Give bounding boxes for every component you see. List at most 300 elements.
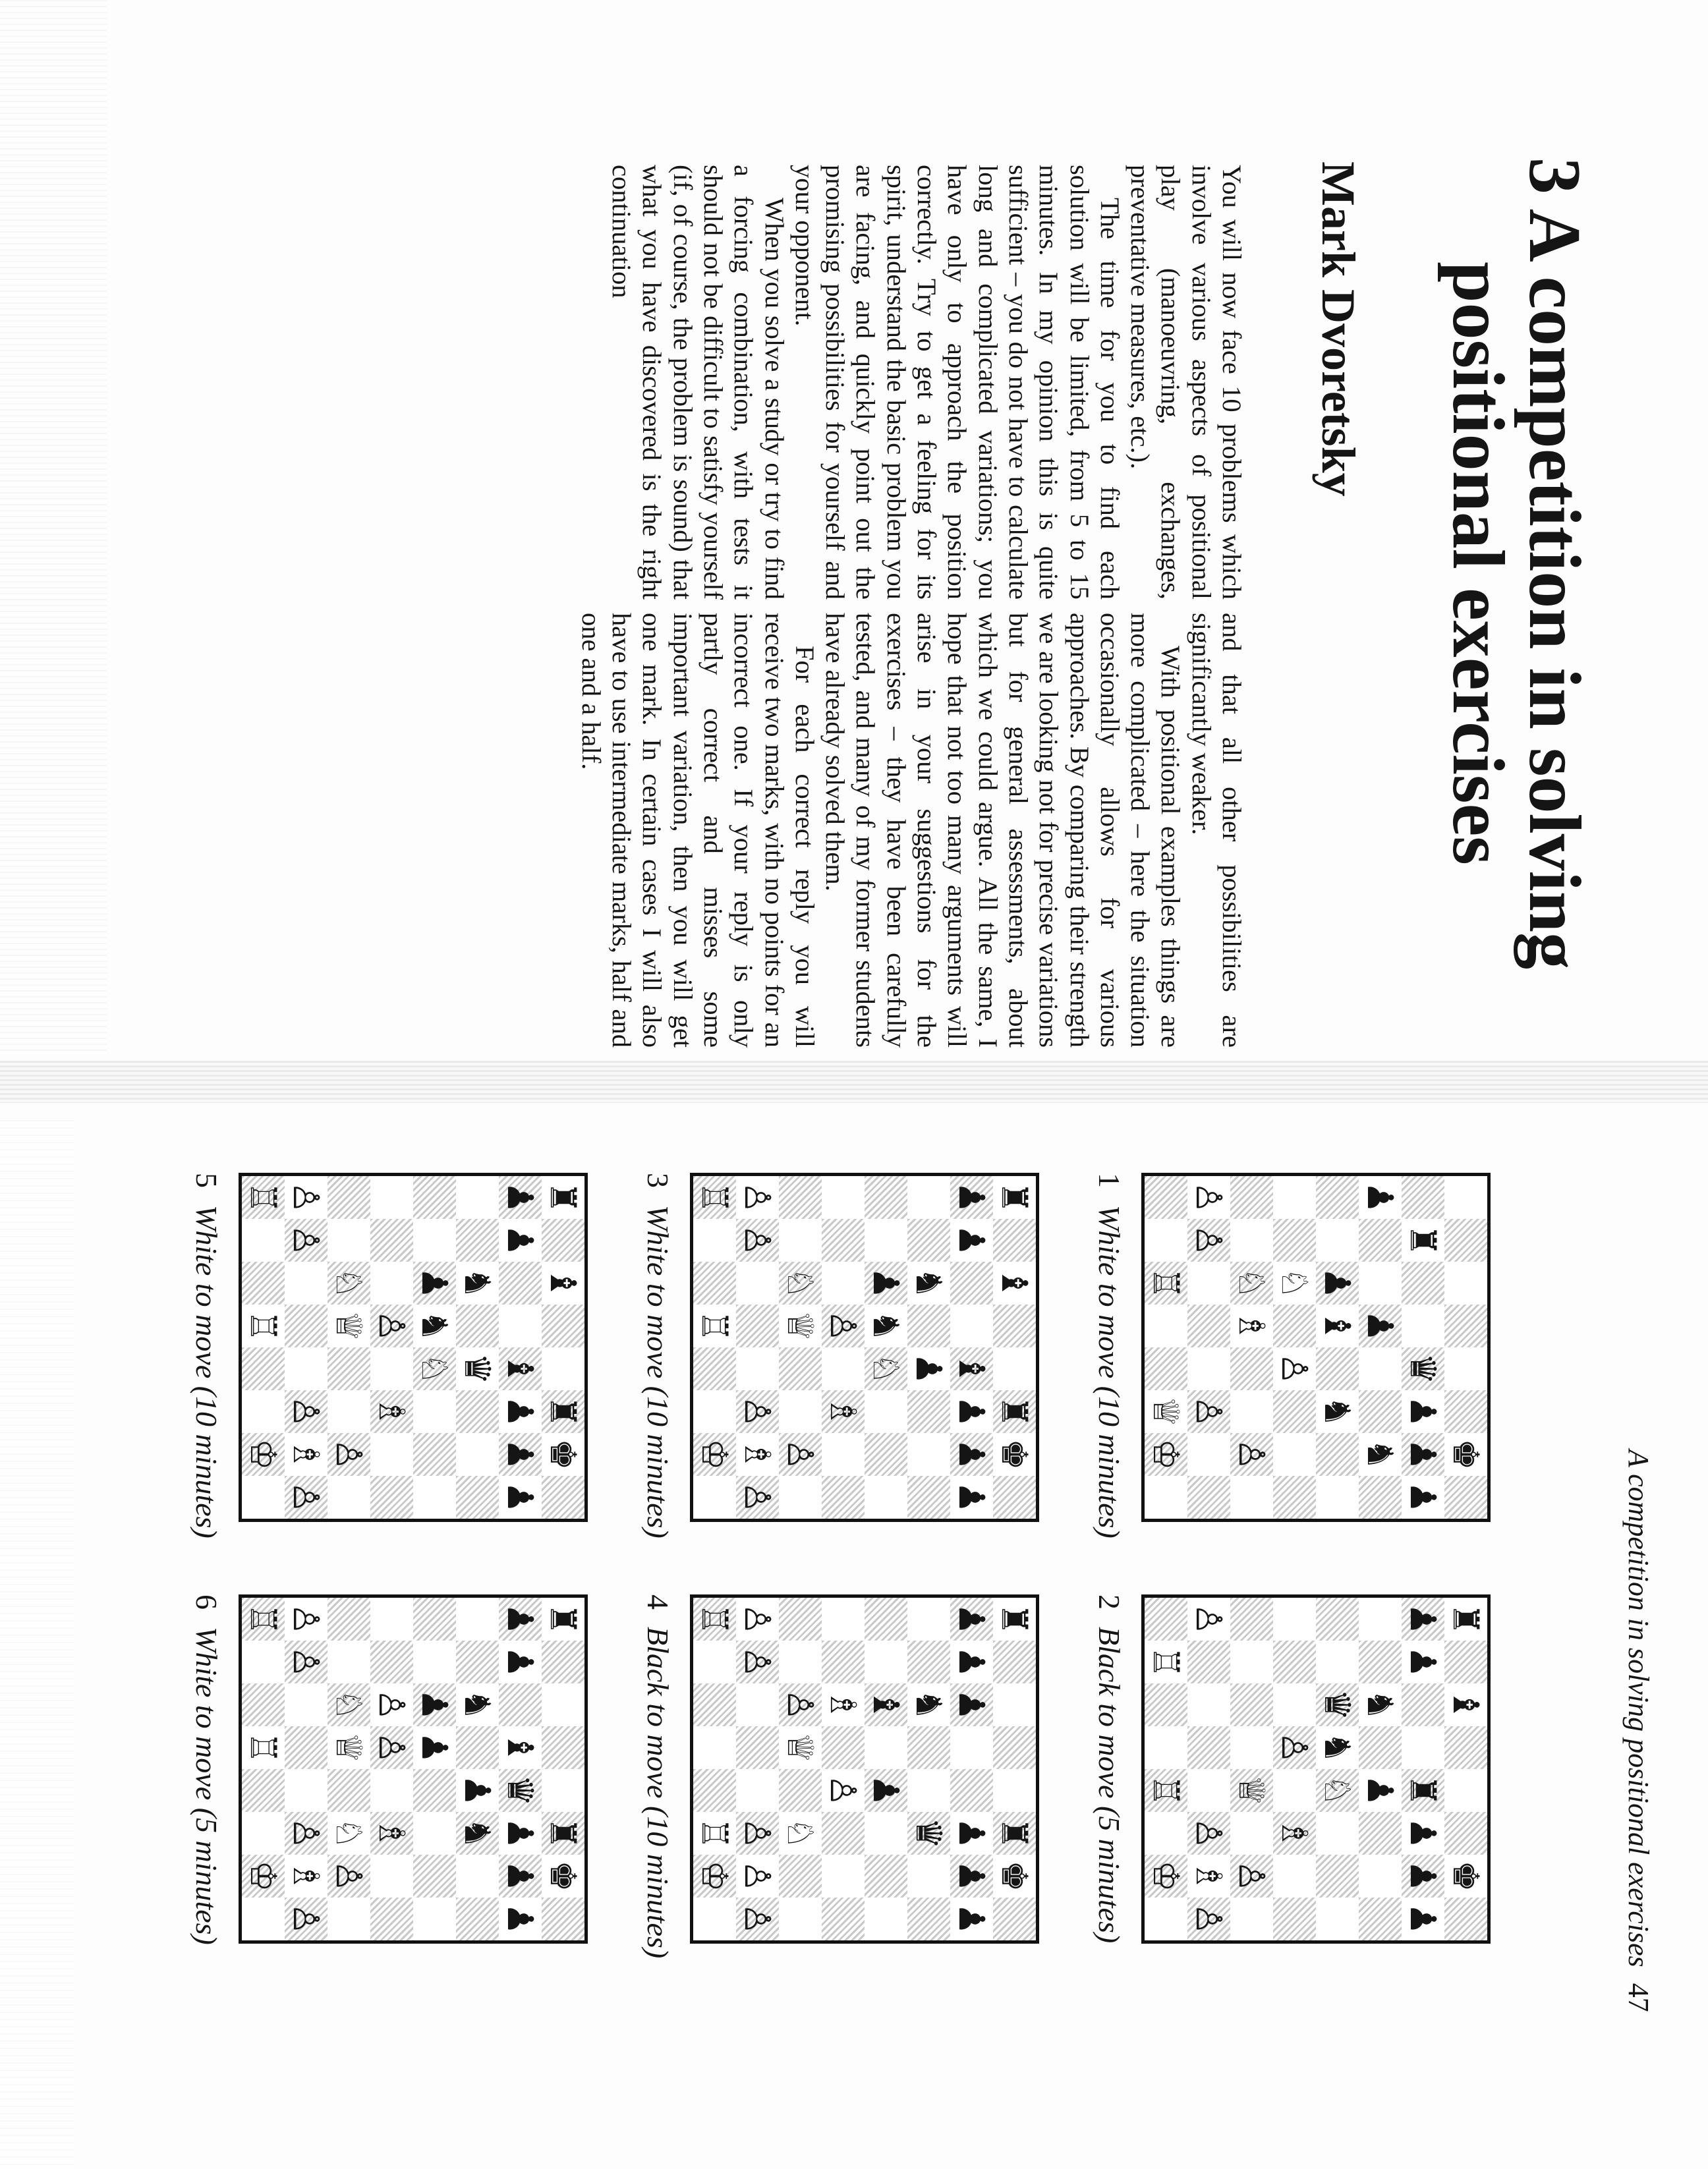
black-pawn-icon: ♟ bbox=[457, 1774, 499, 1807]
board-square bbox=[242, 1476, 285, 1519]
board-square bbox=[456, 1176, 499, 1219]
board-square bbox=[499, 1390, 542, 1433]
black-king-icon: ♚ bbox=[542, 1860, 584, 1892]
board-square bbox=[779, 1476, 822, 1519]
board-square bbox=[1145, 1598, 1187, 1641]
board-square bbox=[1444, 1812, 1487, 1855]
board-square bbox=[285, 1769, 327, 1812]
board-square bbox=[822, 1898, 865, 1940]
board-square bbox=[1402, 1726, 1444, 1769]
white-pawn-icon: ♙ bbox=[285, 1481, 327, 1513]
board-square bbox=[1230, 1347, 1273, 1390]
black-knight-icon: ♞ bbox=[908, 1267, 950, 1299]
board-square bbox=[1444, 1305, 1487, 1347]
board-square bbox=[1316, 1769, 1359, 1812]
black-bishop-icon: ♝ bbox=[865, 1689, 907, 1721]
diagram-caption bbox=[1092, 1173, 1127, 1538]
chapter-author: Mark Dvoretsky bbox=[1312, 161, 1365, 497]
board-square bbox=[950, 1176, 993, 1219]
board-square bbox=[1316, 1390, 1359, 1433]
board-square bbox=[693, 1855, 736, 1898]
white-rook-icon: ♖ bbox=[242, 1181, 285, 1214]
board-square bbox=[242, 1262, 285, 1305]
board-square bbox=[1187, 1176, 1230, 1219]
board-square bbox=[993, 1726, 1036, 1769]
white-queen-icon: ♕ bbox=[1145, 1395, 1187, 1428]
white-bishop-icon: ♗ bbox=[285, 1860, 327, 1892]
board-square bbox=[542, 1812, 584, 1855]
board-square bbox=[865, 1641, 907, 1683]
diagram-caption bbox=[640, 1594, 675, 1959]
board-square bbox=[1316, 1433, 1359, 1476]
black-queen-icon: ♛ bbox=[1402, 1353, 1444, 1385]
board-square bbox=[1359, 1176, 1402, 1219]
board-square bbox=[242, 1726, 285, 1769]
diagram-6 bbox=[189, 1594, 588, 1944]
board-square bbox=[327, 1390, 370, 1433]
board-square bbox=[907, 1390, 950, 1433]
board-square bbox=[1402, 1769, 1444, 1812]
board-square bbox=[693, 1898, 736, 1940]
black-king-icon: ♚ bbox=[1445, 1438, 1487, 1471]
black-pawn-icon: ♟ bbox=[414, 1267, 456, 1299]
scan-edge-shading bbox=[0, 1120, 74, 2169]
black-knight-icon: ♞ bbox=[457, 1817, 499, 1849]
white-rook-icon: ♖ bbox=[242, 1603, 285, 1635]
board-square bbox=[822, 1726, 865, 1769]
board-square bbox=[1316, 1641, 1359, 1683]
white-pawn-icon: ♙ bbox=[371, 1310, 413, 1342]
board-square bbox=[1187, 1855, 1230, 1898]
black-knight-icon: ♞ bbox=[414, 1310, 456, 1342]
board-square bbox=[499, 1219, 542, 1262]
white-rook-icon: ♖ bbox=[694, 1310, 736, 1342]
white-pawn-icon: ♙ bbox=[285, 1903, 327, 1935]
white-king-icon: ♔ bbox=[694, 1438, 736, 1471]
board-square bbox=[1444, 1769, 1487, 1812]
board-square bbox=[907, 1769, 950, 1812]
board-square bbox=[1316, 1683, 1359, 1726]
board-square bbox=[542, 1476, 584, 1519]
board-square bbox=[1145, 1176, 1187, 1219]
board-square bbox=[907, 1219, 950, 1262]
white-knight-icon: ♘ bbox=[1317, 1774, 1359, 1807]
white-queen-icon: ♕ bbox=[780, 1310, 822, 1342]
board-square bbox=[285, 1390, 327, 1433]
board-square bbox=[285, 1641, 327, 1683]
board-square bbox=[499, 1598, 542, 1641]
board-square bbox=[370, 1433, 413, 1476]
paragraph: When you solve a study or try to find a forcing combination, with tests it should not be difficult to satisfy yourself (if, of course, the problem is sound) that what you have discovered is the right continuation bbox=[607, 165, 789, 600]
board-square bbox=[865, 1476, 907, 1519]
book-gutter bbox=[0, 1061, 1708, 1103]
board-square bbox=[693, 1176, 736, 1219]
board-square bbox=[693, 1683, 736, 1726]
white-king-icon: ♔ bbox=[1145, 1438, 1187, 1471]
black-rook-icon: ♜ bbox=[542, 1817, 584, 1849]
board-square bbox=[693, 1769, 736, 1812]
black-pawn-icon: ♟ bbox=[951, 1903, 993, 1935]
black-knight-icon: ♞ bbox=[457, 1689, 499, 1721]
diagram-5 bbox=[189, 1173, 588, 1538]
black-pawn-icon: ♟ bbox=[951, 1224, 993, 1256]
white-king-icon: ♔ bbox=[694, 1860, 736, 1892]
board-square bbox=[1145, 1726, 1187, 1769]
board-square bbox=[1402, 1476, 1444, 1519]
diagram-1 bbox=[1092, 1173, 1491, 1538]
board-square bbox=[1359, 1219, 1402, 1262]
black-rook-icon: ♜ bbox=[1402, 1774, 1444, 1807]
board-square bbox=[865, 1390, 907, 1433]
chess-board bbox=[690, 1594, 1039, 1944]
board-square bbox=[413, 1598, 456, 1641]
board-square bbox=[1273, 1347, 1316, 1390]
board-square bbox=[950, 1598, 993, 1641]
black-pawn-icon: ♟ bbox=[951, 1646, 993, 1678]
white-pawn-icon: ♙ bbox=[371, 1732, 413, 1764]
board-square bbox=[1444, 1476, 1487, 1519]
black-bishop-icon: ♝ bbox=[1445, 1689, 1487, 1721]
black-rook-icon: ♜ bbox=[542, 1395, 584, 1428]
body-column-1 bbox=[606, 165, 1247, 600]
board-square bbox=[327, 1898, 370, 1940]
black-bishop-icon: ♝ bbox=[951, 1353, 993, 1385]
board-square bbox=[413, 1262, 456, 1305]
board-square bbox=[993, 1898, 1036, 1940]
white-bishop-icon: ♗ bbox=[1274, 1817, 1316, 1849]
board-square bbox=[1444, 1219, 1487, 1262]
black-knight-icon: ♞ bbox=[865, 1310, 907, 1342]
black-pawn-icon: ♟ bbox=[1359, 1310, 1402, 1342]
board-square bbox=[693, 1726, 736, 1769]
board-square bbox=[736, 1769, 779, 1812]
board-square bbox=[1230, 1305, 1273, 1347]
board-square bbox=[1273, 1219, 1316, 1262]
board-square bbox=[865, 1898, 907, 1940]
board-square bbox=[1359, 1641, 1402, 1683]
board-square bbox=[1402, 1305, 1444, 1347]
black-pawn-icon: ♟ bbox=[951, 1860, 993, 1892]
board-square bbox=[1273, 1262, 1316, 1305]
board-square bbox=[993, 1390, 1036, 1433]
board-square bbox=[1359, 1812, 1402, 1855]
diagram-caption-text: White to move (10 minutes) bbox=[641, 1205, 675, 1538]
paragraph: You will now face 10 problems which involve various aspects of positional play (manoeuvring, exchanges, preventative measures, etc.). bbox=[1125, 165, 1247, 600]
black-pawn-icon: ♟ bbox=[951, 1395, 993, 1428]
white-pawn-icon: ♙ bbox=[737, 1646, 779, 1678]
board-square bbox=[1187, 1812, 1230, 1855]
white-pawn-icon: ♙ bbox=[1188, 1903, 1230, 1935]
board-square bbox=[779, 1641, 822, 1683]
board-square bbox=[370, 1262, 413, 1305]
board-square bbox=[865, 1855, 907, 1898]
board-square bbox=[865, 1433, 907, 1476]
chapter-title-line2: positional exercises bbox=[1437, 262, 1519, 865]
board-square bbox=[1187, 1769, 1230, 1812]
chess-board bbox=[1141, 1173, 1491, 1522]
board-square bbox=[736, 1598, 779, 1641]
white-bishop-icon: ♗ bbox=[822, 1689, 865, 1721]
white-bishop-icon: ♗ bbox=[1188, 1860, 1230, 1892]
diagram-caption-text: White to move (5 minutes) bbox=[190, 1627, 223, 1945]
board-square bbox=[822, 1769, 865, 1812]
board-square bbox=[1359, 1726, 1402, 1769]
board-square bbox=[693, 1390, 736, 1433]
board-square bbox=[413, 1726, 456, 1769]
board-square bbox=[779, 1176, 822, 1219]
board-square bbox=[499, 1476, 542, 1519]
board-square bbox=[1187, 1262, 1230, 1305]
white-pawn-icon: ♙ bbox=[822, 1310, 865, 1342]
board-square bbox=[1273, 1476, 1316, 1519]
board-square bbox=[1230, 1683, 1273, 1726]
board-square bbox=[1145, 1476, 1187, 1519]
board-square bbox=[779, 1769, 822, 1812]
white-king-icon: ♔ bbox=[242, 1438, 285, 1471]
diagram-caption bbox=[189, 1594, 224, 1944]
running-head-title: A competition in solving positional exercises bbox=[1622, 1450, 1655, 1967]
board-square bbox=[907, 1898, 950, 1940]
board-square bbox=[822, 1855, 865, 1898]
board-square bbox=[542, 1262, 584, 1305]
board-square bbox=[779, 1390, 822, 1433]
board-square bbox=[1145, 1683, 1187, 1726]
board-square bbox=[865, 1347, 907, 1390]
diagram-3 bbox=[640, 1173, 1039, 1538]
board-square bbox=[1145, 1262, 1187, 1305]
diagram-number: 1 bbox=[1093, 1173, 1126, 1188]
white-pawn-icon: ♙ bbox=[737, 1817, 779, 1849]
board-square bbox=[907, 1305, 950, 1347]
board-square bbox=[499, 1683, 542, 1726]
black-bishop-icon: ♝ bbox=[994, 1267, 1036, 1299]
black-pawn-icon: ♟ bbox=[951, 1481, 993, 1513]
board-square bbox=[499, 1769, 542, 1812]
board-square bbox=[736, 1219, 779, 1262]
board-square bbox=[285, 1726, 327, 1769]
black-pawn-icon: ♟ bbox=[499, 1817, 542, 1849]
black-pawn-icon: ♟ bbox=[1402, 1438, 1444, 1471]
board-square bbox=[1402, 1433, 1444, 1476]
board-square bbox=[1402, 1598, 1444, 1641]
board-square bbox=[1402, 1855, 1444, 1898]
board-square bbox=[1145, 1390, 1187, 1433]
board-square bbox=[950, 1726, 993, 1769]
white-queen-icon: ♕ bbox=[1231, 1774, 1273, 1807]
board-square bbox=[456, 1262, 499, 1305]
black-rook-icon: ♜ bbox=[542, 1181, 584, 1214]
white-knight-icon: ♘ bbox=[414, 1353, 456, 1385]
board-square bbox=[327, 1262, 370, 1305]
black-pawn-icon: ♟ bbox=[499, 1395, 542, 1428]
white-bishop-icon: ♗ bbox=[822, 1395, 865, 1428]
board-square bbox=[542, 1726, 584, 1769]
board-square bbox=[542, 1305, 584, 1347]
board-square bbox=[1187, 1683, 1230, 1726]
white-pawn-icon: ♙ bbox=[1188, 1817, 1230, 1849]
white-king-icon: ♔ bbox=[1145, 1860, 1187, 1892]
board-square bbox=[1230, 1476, 1273, 1519]
board-square bbox=[736, 1898, 779, 1940]
board-square bbox=[865, 1262, 907, 1305]
board-square bbox=[542, 1641, 584, 1683]
chess-board bbox=[1141, 1594, 1491, 1944]
board-square bbox=[1273, 1855, 1316, 1898]
diagram-caption-text: White to move (10 minutes) bbox=[1093, 1205, 1126, 1538]
board-square bbox=[327, 1305, 370, 1347]
board-square bbox=[413, 1347, 456, 1390]
board-square bbox=[993, 1347, 1036, 1390]
board-square bbox=[950, 1812, 993, 1855]
board-square bbox=[242, 1433, 285, 1476]
board-square bbox=[370, 1683, 413, 1726]
board-square bbox=[1230, 1641, 1273, 1683]
board-square bbox=[693, 1476, 736, 1519]
white-rook-icon: ♖ bbox=[242, 1732, 285, 1764]
scan-edge-shading bbox=[0, 0, 107, 1054]
board-square bbox=[865, 1598, 907, 1641]
board-square bbox=[370, 1476, 413, 1519]
board-square bbox=[1187, 1219, 1230, 1262]
black-rook-icon: ♜ bbox=[1445, 1603, 1487, 1635]
board-square bbox=[993, 1219, 1036, 1262]
board-square bbox=[242, 1305, 285, 1347]
page-number: 47 bbox=[1622, 1983, 1655, 2012]
board-square bbox=[865, 1683, 907, 1726]
board-square bbox=[993, 1476, 1036, 1519]
board-square bbox=[1187, 1305, 1230, 1347]
board-square bbox=[822, 1641, 865, 1683]
board-square bbox=[1230, 1812, 1273, 1855]
chess-board bbox=[239, 1594, 588, 1944]
black-pawn-icon: ♟ bbox=[499, 1224, 542, 1256]
board-square bbox=[1273, 1769, 1316, 1812]
board-square bbox=[907, 1433, 950, 1476]
black-pawn-icon: ♟ bbox=[499, 1181, 542, 1214]
board-square bbox=[1273, 1812, 1316, 1855]
board-square bbox=[413, 1812, 456, 1855]
board-square bbox=[1444, 1433, 1487, 1476]
board-square bbox=[1273, 1305, 1316, 1347]
white-pawn-icon: ♙ bbox=[328, 1438, 370, 1471]
white-pawn-icon: ♙ bbox=[285, 1603, 327, 1635]
board-square bbox=[370, 1390, 413, 1433]
board-square bbox=[822, 1219, 865, 1262]
black-pawn-icon: ♟ bbox=[951, 1817, 993, 1849]
black-king-icon: ♚ bbox=[1445, 1860, 1487, 1892]
board-square bbox=[370, 1726, 413, 1769]
white-bishop-icon: ♗ bbox=[371, 1395, 413, 1428]
board-square bbox=[1359, 1598, 1402, 1641]
board-square bbox=[327, 1812, 370, 1855]
board-square bbox=[993, 1262, 1036, 1305]
board-square bbox=[950, 1390, 993, 1433]
board-square bbox=[1230, 1769, 1273, 1812]
board-square bbox=[1230, 1390, 1273, 1433]
board-square bbox=[736, 1262, 779, 1305]
board-square bbox=[907, 1812, 950, 1855]
board-square bbox=[736, 1726, 779, 1769]
board-square bbox=[542, 1176, 584, 1219]
body-column-2 bbox=[575, 613, 1247, 1048]
white-rook-icon: ♖ bbox=[1145, 1774, 1187, 1807]
white-knight-icon: ♘ bbox=[780, 1267, 822, 1299]
board-square bbox=[865, 1176, 907, 1219]
board-square bbox=[1359, 1433, 1402, 1476]
board-square bbox=[1230, 1176, 1273, 1219]
board-square bbox=[779, 1598, 822, 1641]
board-square bbox=[779, 1683, 822, 1726]
white-pawn-icon: ♙ bbox=[780, 1438, 822, 1471]
black-pawn-icon: ♟ bbox=[1317, 1267, 1359, 1299]
black-pawn-icon: ♟ bbox=[1402, 1481, 1444, 1513]
black-rook-icon: ♜ bbox=[994, 1603, 1036, 1635]
board-square bbox=[285, 1855, 327, 1898]
black-pawn-icon: ♟ bbox=[951, 1438, 993, 1471]
white-pawn-icon: ♙ bbox=[737, 1481, 779, 1513]
board-square bbox=[1145, 1433, 1187, 1476]
black-pawn-icon: ♟ bbox=[414, 1689, 456, 1721]
board-square bbox=[907, 1262, 950, 1305]
paragraph: For each correct reply you will receive two marks, with no points for an incorrect one. If your reply is only partly correct and misses some important variation, then you will get one mark. In certain cases I will also have to use intermediate marks, half and one and a half. bbox=[576, 613, 820, 1048]
board-square bbox=[542, 1898, 584, 1940]
chapter-title-line1: 3 A competition in solving bbox=[1514, 157, 1595, 970]
black-pawn-icon: ♟ bbox=[951, 1603, 993, 1635]
board-square bbox=[413, 1476, 456, 1519]
board-square bbox=[370, 1855, 413, 1898]
board-square bbox=[822, 1683, 865, 1726]
board-square bbox=[456, 1598, 499, 1641]
board-square bbox=[413, 1641, 456, 1683]
board-square bbox=[499, 1726, 542, 1769]
board-square bbox=[285, 1598, 327, 1641]
white-queen-icon: ♕ bbox=[328, 1732, 370, 1764]
board-square bbox=[370, 1219, 413, 1262]
board-square bbox=[1359, 1855, 1402, 1898]
board-square bbox=[1145, 1219, 1187, 1262]
board-square bbox=[736, 1176, 779, 1219]
white-pawn-icon: ♙ bbox=[1231, 1438, 1273, 1471]
white-pawn-icon: ♙ bbox=[737, 1224, 779, 1256]
board-square bbox=[736, 1683, 779, 1726]
board-square bbox=[993, 1855, 1036, 1898]
board-square bbox=[1316, 1176, 1359, 1219]
white-rook-icon: ♖ bbox=[1145, 1267, 1187, 1299]
board-square bbox=[1187, 1898, 1230, 1940]
board-square bbox=[242, 1898, 285, 1940]
board-square bbox=[1444, 1347, 1487, 1390]
black-knight-icon: ♞ bbox=[457, 1267, 499, 1299]
board-square bbox=[1145, 1305, 1187, 1347]
white-knight-icon: ♘ bbox=[328, 1817, 370, 1849]
board-square bbox=[327, 1598, 370, 1641]
white-rook-icon: ♖ bbox=[694, 1603, 736, 1635]
board-square bbox=[1230, 1262, 1273, 1305]
board-square bbox=[993, 1598, 1036, 1641]
black-king-icon: ♚ bbox=[542, 1438, 584, 1471]
board-square bbox=[1316, 1726, 1359, 1769]
board-square bbox=[1145, 1898, 1187, 1940]
diagram-number: 4 bbox=[641, 1594, 675, 1610]
black-pawn-icon: ♟ bbox=[865, 1267, 907, 1299]
white-pawn-icon: ♙ bbox=[1274, 1732, 1316, 1764]
board-square bbox=[1187, 1433, 1230, 1476]
board-square bbox=[285, 1347, 327, 1390]
white-queen-icon: ♕ bbox=[328, 1310, 370, 1342]
white-knight-icon: ♘ bbox=[780, 1817, 822, 1849]
board-square bbox=[907, 1347, 950, 1390]
black-pawn-icon: ♟ bbox=[1402, 1903, 1444, 1935]
